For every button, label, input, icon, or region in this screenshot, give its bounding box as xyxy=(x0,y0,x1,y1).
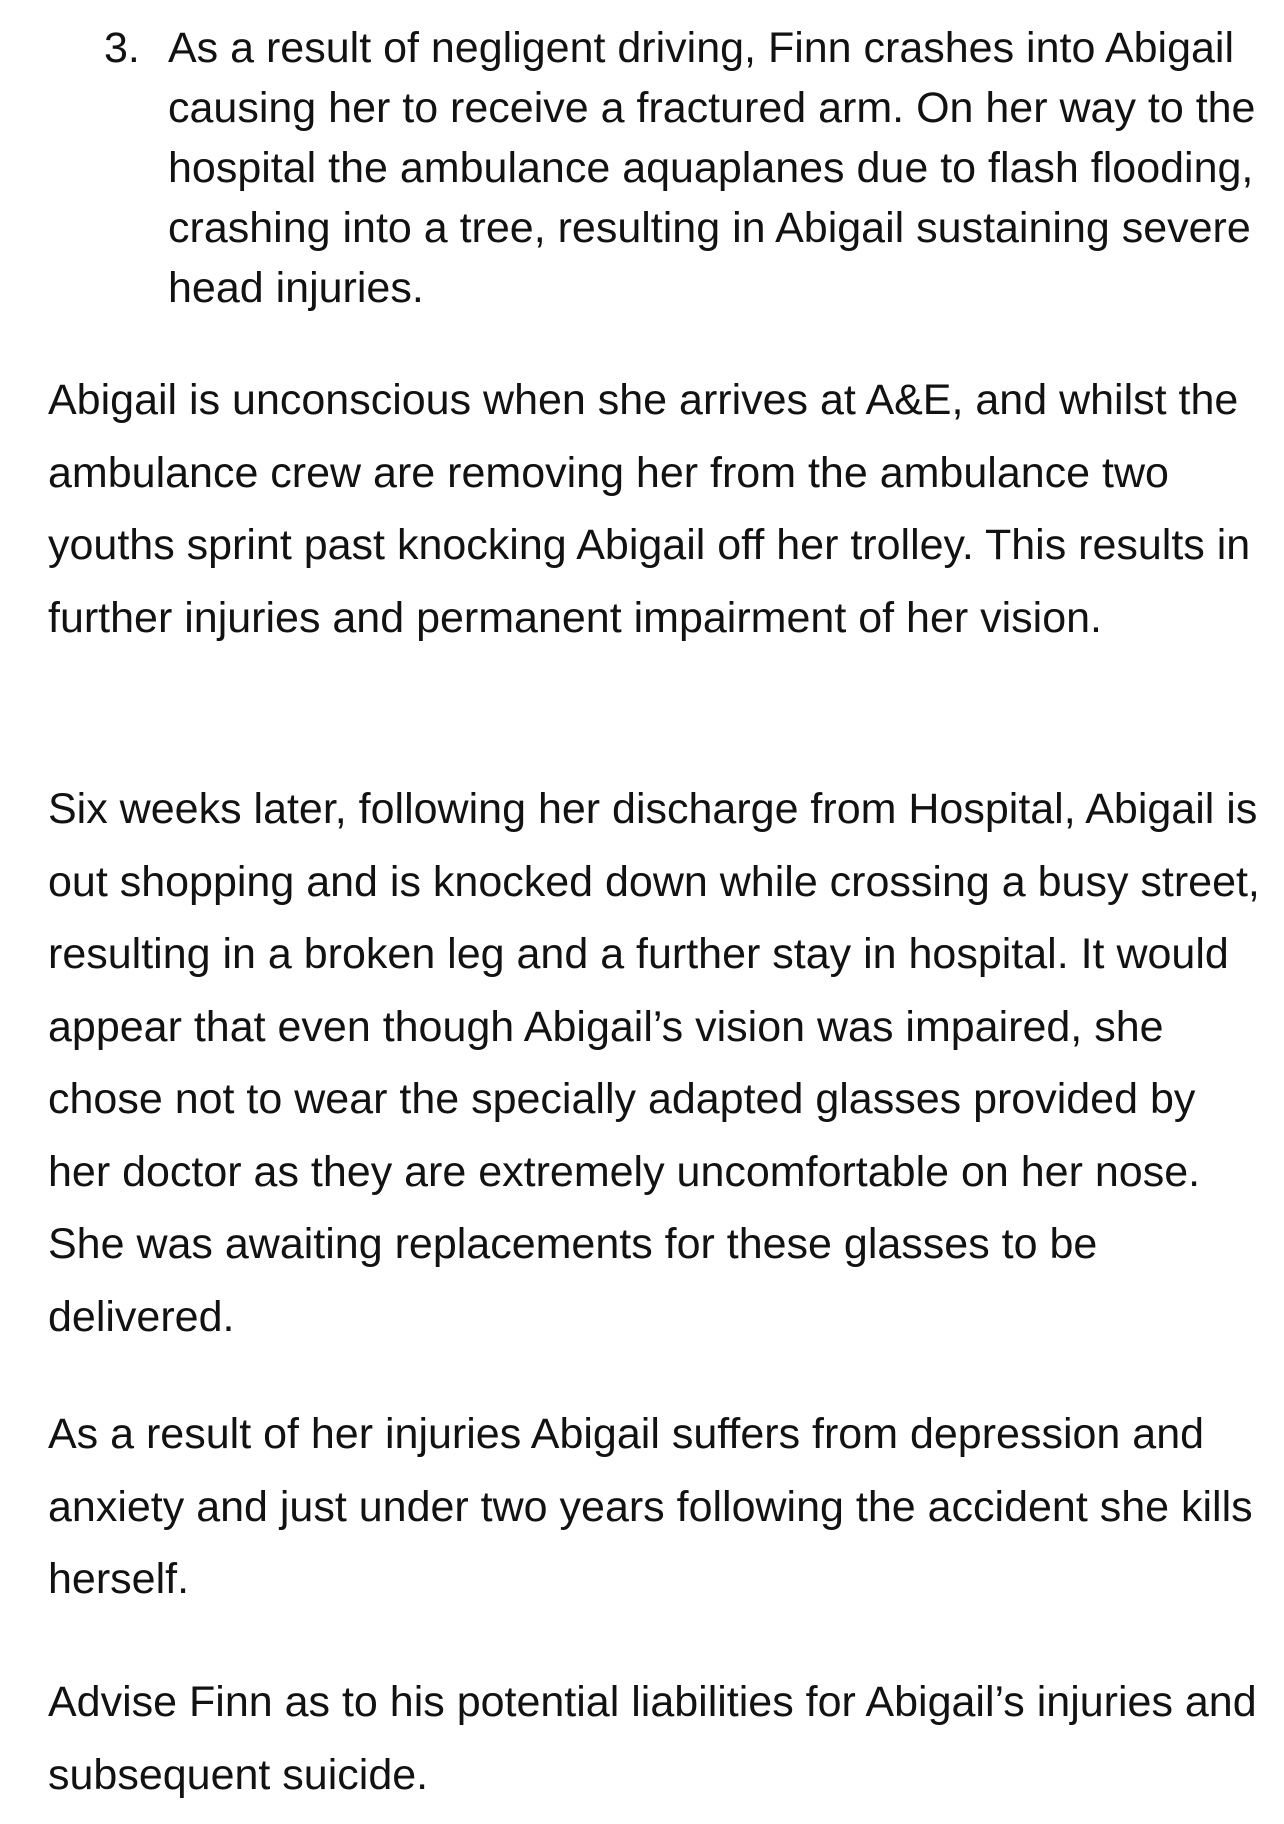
numbered-item-3 xyxy=(104,18,1264,318)
paragraph-six-weeks-later: Six weeks later, following her discharge from Hospital, Abigail is out shopping and is knocked down while crossing a busy street, resulting in a broken leg and a further stay in hospital. It would appear that even though Abigail’s vision was impaired, she chose not to wear the specially adapted glasses provided by her doctor as they are extremely uncomfortable on her nose. She was awaiting replacements for these glasses to be delivered. xyxy=(48,785,1260,1341)
paragraph-advise-question: Advise Finn as to his potential liabilities for Abigail’s injuries and subsequent suicide. xyxy=(48,1678,1257,1799)
paragraph-depression: As a result of her injuries Abigail suffers from depression and anxiety and just under two years following the accident she kills herself. xyxy=(48,1410,1253,1603)
paragraph-ae-arrival: Abigail is unconscious when she arrives at A&E, and whilst the ambulance crew are removing her from the ambulance two youths sprint past knocking Abigail off her trolley. This results in further injuries and permanent impairment of her vision. xyxy=(48,376,1251,642)
item-text: As a result of negligent driving, Finn crashes into Abigail causing her to receive a fractured arm. On her way to the hospital the ambulance aquaplanes due to flash flooding, crashing into a tree, resulting in Abigail sustaining severe head injuries. xyxy=(168,24,1256,312)
item-number: 3. xyxy=(104,24,140,72)
